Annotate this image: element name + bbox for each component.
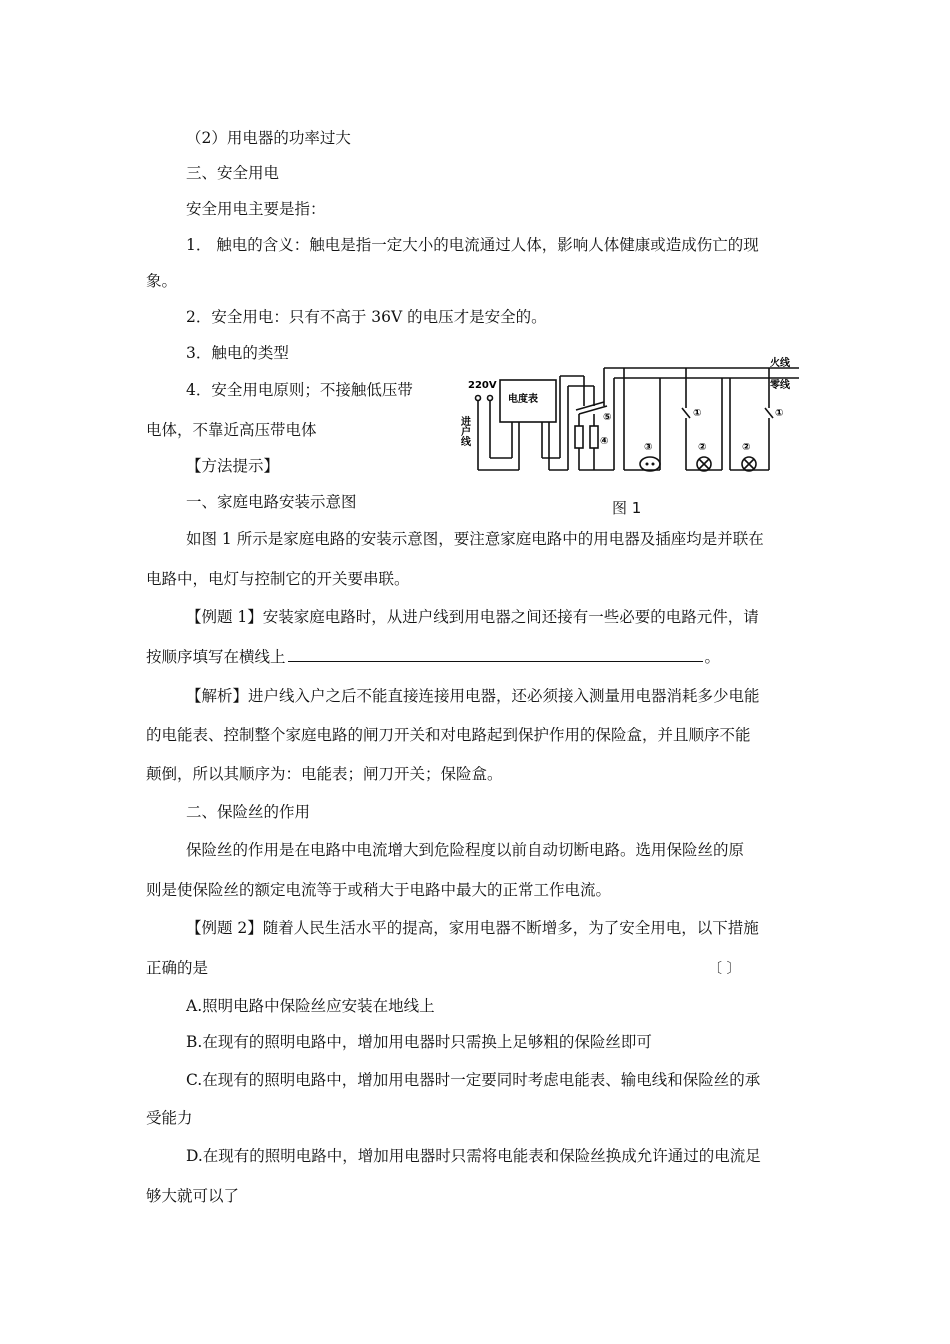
switch-icon bbox=[765, 408, 773, 418]
fuse bbox=[590, 426, 598, 448]
inlet-terminal bbox=[476, 396, 481, 401]
fuse bbox=[575, 426, 583, 448]
text-line: 正确的是 bbox=[146, 959, 209, 977]
text-line: 保险丝的作用是在电路中电流增大到危险程度以前自动切断电路。选用保险丝的原 bbox=[186, 841, 745, 859]
switch-icon bbox=[682, 408, 690, 418]
marker-3: ③ bbox=[644, 442, 653, 453]
marker-2: ② bbox=[742, 442, 751, 453]
section-heading: 三、安全用电 bbox=[186, 164, 280, 182]
answer-blank bbox=[288, 647, 703, 662]
section-heading: 二、保险丝的作用 bbox=[186, 803, 311, 821]
text-line: 2．安全用电：只有不高于 36V 的电压才是安全的。 bbox=[186, 308, 547, 326]
text-line: 象。 bbox=[146, 272, 178, 290]
inlet-terminal bbox=[488, 396, 493, 401]
text-line: （2）用电器的功率过大 bbox=[186, 129, 351, 147]
text-line: 4．安全用电原则；不接触低压带 bbox=[186, 381, 413, 399]
option-d-cont: 够大就可以了 bbox=[146, 1187, 240, 1205]
text-line: 则是使保险丝的额定电流等于或稍大于电路中最大的正常工作电流。 bbox=[146, 881, 612, 899]
figure-caption: 图 1 bbox=[612, 499, 642, 517]
marker-1: ① bbox=[693, 408, 702, 419]
text-line: 电路中，电灯与控制它的开关要串联。 bbox=[146, 570, 410, 588]
text-line: 颠倒，所以其顺序为：电能表；闸刀开关；保险盒。 bbox=[146, 765, 503, 783]
live-label: 火线 bbox=[770, 358, 790, 369]
meter-label: 电度表 bbox=[508, 394, 538, 405]
inlet-label: 进户线 bbox=[458, 416, 470, 446]
text-line: 如图 1 所示是家庭电路的安装示意图，要注意家庭电路中的用电器及插座均是并联在 bbox=[186, 530, 764, 548]
marker-4: ④ bbox=[600, 436, 609, 447]
answer-bracket: 〔 〕 bbox=[708, 961, 741, 977]
text-line: 【例题 2】随着人民生活水平的提高，家用电器不断增多，为了安全用电，以下措施 bbox=[186, 919, 759, 937]
text-line: 的电能表、控制整个家庭电路的闸刀开关和对电路起到保护作用的保险盒，并且顺序不能 bbox=[146, 726, 751, 744]
text-line: 【例题 1】安装家庭电路时，从进户线到用电器之间还接有一些必要的电路元件，请 bbox=[186, 608, 759, 626]
socket-icon bbox=[640, 457, 660, 471]
text-line: 3．触电的类型 bbox=[186, 344, 289, 362]
marker-5: ⑤ bbox=[603, 412, 612, 423]
marker-1: ① bbox=[775, 408, 784, 419]
option-c-cont: 受能力 bbox=[146, 1109, 193, 1127]
fill-in-line bbox=[146, 647, 720, 667]
text-line: 1． 触电的含义：触电是指一定大小的电流通过人体，影响人体健康或造成伤亡的现 bbox=[186, 236, 759, 254]
circuit-diagram bbox=[458, 358, 804, 486]
option-c: C.在现有的照明电路中，增加用电器时一定要同时考虑电能表、输电线和保险丝的承 bbox=[186, 1071, 761, 1089]
text-span: 按顺序填写在横线上 bbox=[146, 648, 286, 666]
section-heading: 一、家庭电路安装示意图 bbox=[186, 493, 357, 511]
text-span: 。 bbox=[704, 648, 721, 666]
option-d: D.在现有的照明电路中，增加用电器时只需将电能表和保险丝换成允许通过的电流足 bbox=[186, 1147, 761, 1165]
text-line: 电体，不靠近高压带电体 bbox=[146, 421, 317, 439]
option-a: A.照明电路中保险丝应安装在地线上 bbox=[186, 997, 435, 1015]
voltage-label: 220V bbox=[468, 380, 497, 391]
marker-2: ② bbox=[698, 442, 707, 453]
text-line: 安全用电主要是指： bbox=[186, 200, 326, 218]
option-b: B.在现有的照明电路中，增加用电器时只需换上足够粗的保险丝即可 bbox=[186, 1033, 652, 1051]
neutral-label: 零线 bbox=[770, 380, 790, 391]
section-heading: 【方法提示】 bbox=[186, 457, 280, 475]
text-line: 【解析】进户线入户之后不能直接连接用电器，还必须接入测量用电器消耗多少电能 bbox=[186, 687, 760, 705]
